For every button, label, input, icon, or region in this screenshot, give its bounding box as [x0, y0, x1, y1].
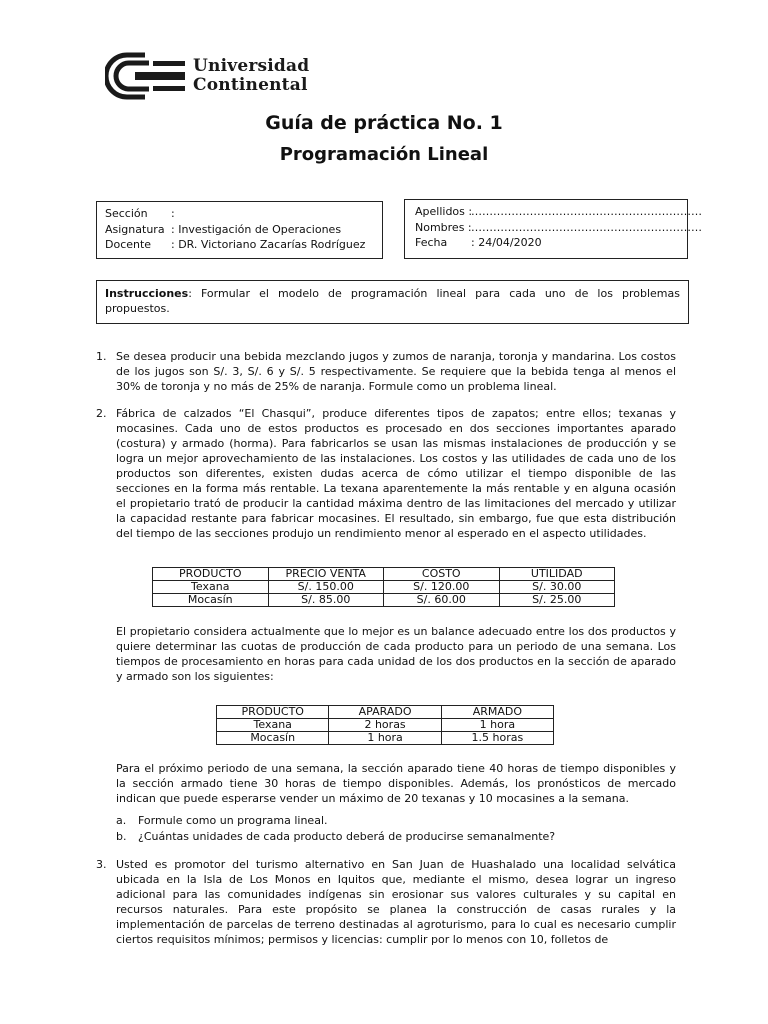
university-name-line2: Continental: [193, 75, 308, 95]
prices-table: [152, 567, 615, 607]
table-cell: Mocasín: [153, 594, 269, 607]
table-row: [217, 732, 554, 745]
problem-1-number: 1.: [96, 350, 107, 363]
table-cell: S/. 85.00: [268, 594, 384, 607]
problem-3-number: 3.: [96, 858, 107, 871]
university-name: [193, 57, 309, 95]
table-header-cell: COSTO: [384, 568, 500, 581]
problem-3-text: Usted es promotor del turismo alternativo en San Juan de Huashalado una localidad selvática ubicada en la Isla de Los Monos en Iquitos que, mediante el mismo, desea lograr un ingreso adicional para las comunidades indígenas sin erosionar sus valores culturales y su capital en recursos naturales. Para este propósito se planea la construcción de casas rurales y la implementación de parcelas de terreno destinadas al agroturismo, para lo cual es necesario cumplir ciertos requisitos mínimos; permisos y licencias: cumplir por lo menos con 10, folletos de: [116, 858, 676, 946]
names-field: ………………………………………………………: [471, 220, 702, 234]
course-info-box: [96, 201, 383, 259]
instructions-label: Instrucciones: [105, 287, 189, 300]
university-logo-icon: [105, 51, 187, 101]
problem-2-number: 2.: [96, 407, 107, 420]
problem-1-text: Se desea producir una bebida mezclando jugos y zumos de naranja, toronja y mandarina. Los costos de los jugos son S/. 3, S/. 6 y S/. 5 respectivamente. Se requiere que la bebida tenga al menos el 30% de toronja y no más de 25% de naranja. Formule como un problema lineal.: [116, 350, 676, 393]
date-row: [415, 235, 677, 251]
table-header-row: [153, 568, 615, 581]
question-b-marker: b.: [116, 830, 127, 843]
table-cell: 2 horas: [329, 719, 441, 732]
table-cell: S/. 60.00: [384, 594, 500, 607]
table-cell: Texana: [153, 581, 269, 594]
table-header-cell: PRODUCTO: [217, 706, 329, 719]
question-a-marker: a.: [116, 814, 127, 827]
table-cell: S/. 150.00: [268, 581, 384, 594]
teacher-label: Docente: [105, 238, 152, 251]
section-row: [105, 206, 374, 222]
table-cell: 1.5 horas: [441, 732, 553, 745]
teacher-row: [105, 237, 374, 253]
table-header-cell: UTILIDAD: [499, 568, 615, 581]
table-header-cell: ARMADO: [441, 706, 553, 719]
document-subtitle: Programación Lineal: [279, 144, 489, 165]
question-a-text: Formule como un programa lineal.: [138, 814, 328, 827]
problem-2-text-2: El propietario considera actualmente que lo mejor es un balance adecuado entre los dos productos y quiere determinar las cuotas de producción de cada producto para un periodo de una semana. Los tiempos de procesamiento en horas para cada unidad de los dos productos en la sección de aparado y armado son los siguientes:: [116, 625, 676, 683]
instructions-text: : Formular el modelo de programación lineal para cada uno de los problemas propuestos.: [105, 287, 680, 315]
table-cell: Texana: [217, 719, 329, 732]
table-cell: S/. 25.00: [499, 594, 615, 607]
table-cell: S/. 30.00: [499, 581, 615, 594]
table-row: [153, 581, 615, 594]
date-label: Fecha: [415, 236, 448, 249]
times-table: [216, 705, 554, 745]
surname-field: ………………………………………………………: [471, 205, 702, 218]
subject-label: Asignatura: [105, 222, 165, 236]
table-header-row: [217, 706, 554, 719]
teacher-value: : DR. Victoriano Zacarías Rodríguez: [171, 238, 366, 251]
subject-value: : Investigación de Operaciones: [171, 222, 342, 236]
names-label: Nombres :: [415, 220, 472, 234]
document-title: Guía de práctica No. 1: [265, 112, 503, 134]
problem-2-text-3: Para el próximo periodo de una semana, la sección aparado tiene 40 horas de tiempo disponibles y la sección armado tiene 30 horas de tiempo disponibles. Además, los pronósticos de mercado indican que puede esperarse vender un máximo de 20 texanas y 10 mocasines a la semana.: [116, 762, 676, 805]
student-info-box: [404, 199, 702, 259]
table-cell: 1 hora: [329, 732, 441, 745]
table-header-cell: APARADO: [329, 706, 441, 719]
table-cell: Mocasín: [217, 732, 329, 745]
surname-label: Apellidos :: [415, 205, 473, 218]
instructions-box: [96, 280, 689, 324]
table-header-cell: PRECIO VENTA: [268, 568, 384, 581]
section-label: Sección: [105, 207, 148, 220]
surname-row: [415, 204, 702, 220]
table-row: [153, 594, 615, 607]
date-value: : 24/04/2020: [471, 236, 542, 249]
university-logo: [105, 50, 310, 102]
university-name-line1: Universidad: [193, 56, 310, 76]
section-value: :: [171, 207, 175, 220]
problem-2-text: Fábrica de calzados “El Chasqui”, produce diferentes tipos de zapatos; entre ellos; texanas y mocasines. Cada uno de estos productos es procesado en dos secciones importantes aparado (costura) y armado (horma). Para fabricarlos se usan las mismas instalaciones de producción y se logra un mejor aprovechamiento de las instalaciones. Los costos y las utilidades de cada uno de los productos son diferentes, existen dudas acerca de cómo utilizar el tiempo disponible de las secciones en la forma más rentable. La texana aparentemente la más rentable y en alguna ocasión el propietario trató de producir la cantidad máxima dentro de las limitaciones del mercado y utilizar la capacidad restante para fabricar mocasines. El resultado, sin embargo, fue que esta distribución del tiempo de las secciones produjo un rendimiento menor al esperado en el aspecto utilidades.: [116, 407, 676, 540]
table-row: [217, 719, 554, 732]
table-cell: 1 hora: [441, 719, 553, 732]
subject-row: [105, 222, 374, 238]
question-b-text: ¿Cuántas unidades de cada producto deberá de producirse semanalmente?: [138, 830, 556, 843]
names-row: [415, 220, 702, 236]
table-cell: S/. 120.00: [384, 581, 500, 594]
table-header-cell: PRODUCTO: [153, 568, 269, 581]
